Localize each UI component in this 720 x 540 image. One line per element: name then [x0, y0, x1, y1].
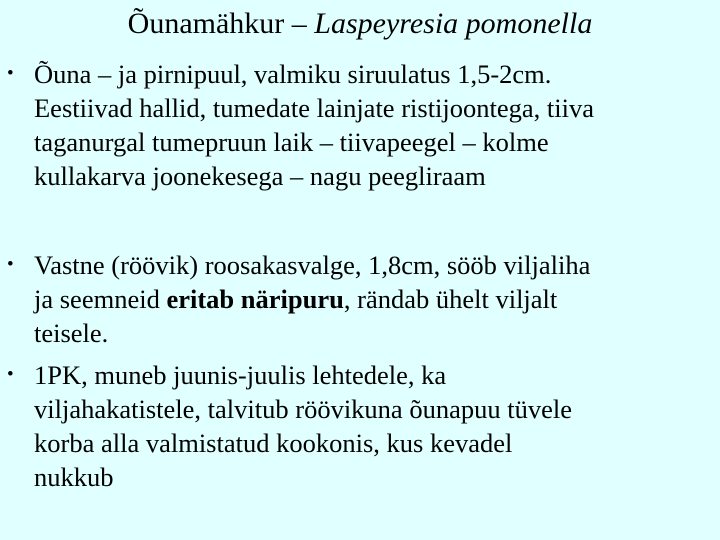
- bullet-line: korba alla valmistatud kookonis, kus kevadel: [34, 428, 513, 458]
- bullet-line: Õuna – ja pirnipuul, valmiku siruulatus 1,5-2cm.: [34, 59, 552, 89]
- bullet-line-segment: ja seemneid: [34, 284, 167, 314]
- slide-title: [0, 2, 720, 46]
- bullet-line: Vastne (röövik) roosakasvalge, 1,8cm, sööb viljaliha: [34, 250, 591, 280]
- bullet-line: nukkub: [34, 462, 114, 492]
- bullet-line: taganurgal tumepruun laik – tiivapeegel – kolme: [34, 127, 549, 157]
- bullet-line: 1PK, muneb juunis-juulis lehtedele, ka: [34, 360, 447, 390]
- title-common-name: Õunamähkur –: [127, 7, 315, 40]
- bullet-text: [34, 358, 718, 494]
- bullet-emphasis: eritab näripuru: [166, 284, 344, 314]
- bullet-marker: •: [7, 63, 14, 84]
- bullet-line: teisele.: [34, 318, 109, 348]
- bullet-line-segment: , rändab ühelt viljalt: [343, 284, 558, 314]
- bullet-line: Eestiivad hallid, tumedate lainjate ristijoontega, tiiva: [34, 93, 595, 123]
- bullet-line: kullakarva joonekesega – nagu peegliraam: [34, 161, 486, 191]
- bullet-marker: •: [7, 254, 14, 275]
- bullet-marker: •: [7, 364, 14, 385]
- bullet-text: [34, 57, 718, 193]
- bullet-line: viljahakatistele, talvitub röövikuna õunapuu tüvele: [34, 394, 572, 424]
- title-latin-name: Laspeyresia pomonella: [314, 7, 593, 40]
- bullet-text: [34, 248, 718, 350]
- bullet-line: [34, 282, 718, 316]
